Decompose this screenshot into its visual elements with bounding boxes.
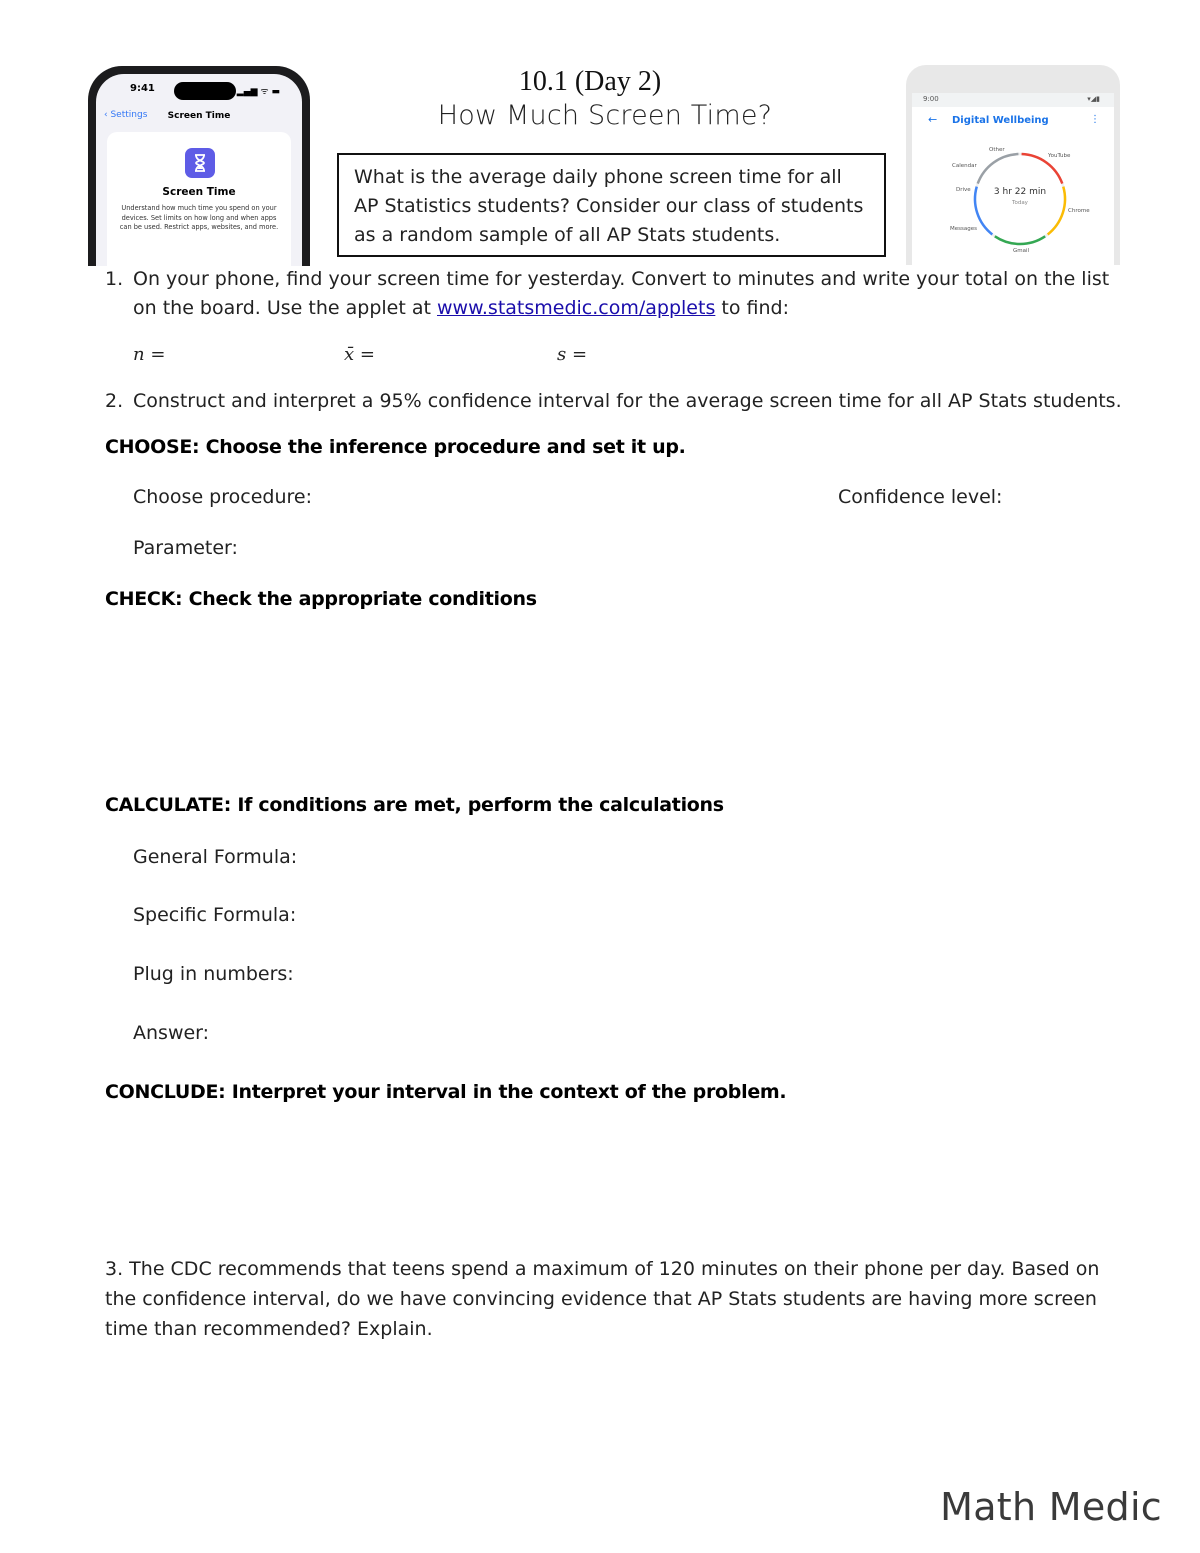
q3-line3: time than recommended? Explain.	[105, 1318, 433, 1340]
total-usage-subtitle: Today	[1012, 200, 1028, 206]
calculate-heading: CALCULATE: If conditions are met, perform the calculations	[105, 794, 724, 816]
q2-text: Construct and interpret a 95% confidence interval for the average screen time for all AP Stats students.	[133, 390, 1122, 412]
q1-line2	[133, 293, 789, 323]
screen-time-card-description: Understand how much time you spend on your devices. Set limits on how long and when apps can be used. Restrict apps, websites, and more.	[119, 204, 279, 231]
android-status-bar	[912, 93, 1114, 107]
arrow-left-icon: ←	[928, 113, 938, 126]
n-label: n =	[133, 344, 166, 365]
label-other: Other	[989, 147, 1005, 153]
usage-ring-chart	[970, 149, 1070, 249]
total-usage-time: 3 hr 22 min	[993, 187, 1047, 197]
android-digital-wellbeing-image	[906, 65, 1120, 265]
iphone-back-link: ‹ Settings	[104, 110, 148, 120]
hourglass-icon	[185, 148, 215, 178]
check-heading: CHECK: Check the appropriate conditions	[105, 588, 537, 610]
answer-label: Answer:	[133, 1022, 210, 1044]
worksheet-lesson-number: 10.1 (Day 2)	[518, 66, 662, 97]
label-chrome: Chrome	[1068, 208, 1090, 214]
q3-line2: the confidence interval, do we have convincing evidence that AP Stats students are having more screen	[105, 1288, 1097, 1310]
general-formula-label: General Formula:	[133, 846, 298, 868]
q1-line2-before: on the board. Use the applet at	[133, 297, 431, 319]
iphone-status-icons: ▂▄▆ ᯤ ▬	[236, 87, 280, 97]
specific-formula-label: Specific Formula:	[133, 904, 297, 926]
android-clock: 9:00	[923, 95, 939, 103]
label-gmail: Gmail	[1013, 248, 1030, 254]
conclude-heading: CONCLUDE: Interpret your interval in the context of the problem.	[105, 1081, 787, 1103]
android-status-icons: ▾◢▮	[1087, 95, 1100, 103]
confidence-level-label: Confidence level:	[838, 486, 1003, 508]
label-calendar: Calendar	[952, 163, 977, 169]
more-vert-icon: ⋮	[1090, 114, 1100, 125]
label-drive: Drive	[956, 187, 971, 193]
s-label: s =	[557, 344, 588, 365]
iphone-screen-time-image	[88, 66, 310, 266]
label-messages: Messages	[950, 226, 977, 232]
q2-number: 2.	[105, 390, 124, 412]
xbar-label: x̄ =	[344, 344, 375, 365]
usage-ring-segment	[995, 236, 1045, 244]
choose-heading: CHOOSE: Choose the inference procedure and set it up.	[105, 436, 686, 458]
driving-question-box: What is the average daily phone screen time for all AP Statistics students? Consider our class of students as a random sample of all AP Stats students.	[337, 153, 886, 257]
usage-ring-segment	[978, 154, 1019, 184]
q1-line2-after: to find:	[721, 297, 789, 319]
q1-number: 1.	[105, 268, 124, 290]
iphone-nav-title: Screen Time	[167, 111, 231, 121]
iphone-clock: 9:41	[130, 83, 155, 94]
digital-wellbeing-title: Digital Wellbeing	[952, 115, 1049, 126]
dynamic-island	[174, 82, 236, 100]
choose-procedure-label: Choose procedure:	[133, 486, 312, 508]
parameter-label: Parameter:	[133, 537, 238, 559]
iphone-back-label: Settings	[110, 110, 148, 120]
label-youtube: YouTube	[1048, 153, 1071, 159]
screen-time-card	[107, 132, 291, 266]
plug-in-numbers-label: Plug in numbers:	[133, 963, 294, 985]
screen-time-card-title: Screen Time	[162, 186, 236, 198]
statsmedic-applets-link[interactable]: www.statsmedic.com/applets	[437, 297, 716, 319]
math-medic-logo: Math Medic	[940, 1485, 1162, 1529]
q1-line1: On your phone, find your screen time for yesterday. Convert to minutes and write your total on the list	[133, 268, 1110, 290]
worksheet-title: How Much Screen Time?	[437, 100, 773, 131]
q3-line1: 3. The CDC recommends that teens spend a maximum of 120 minutes on their phone per day. Based on	[105, 1258, 1100, 1280]
